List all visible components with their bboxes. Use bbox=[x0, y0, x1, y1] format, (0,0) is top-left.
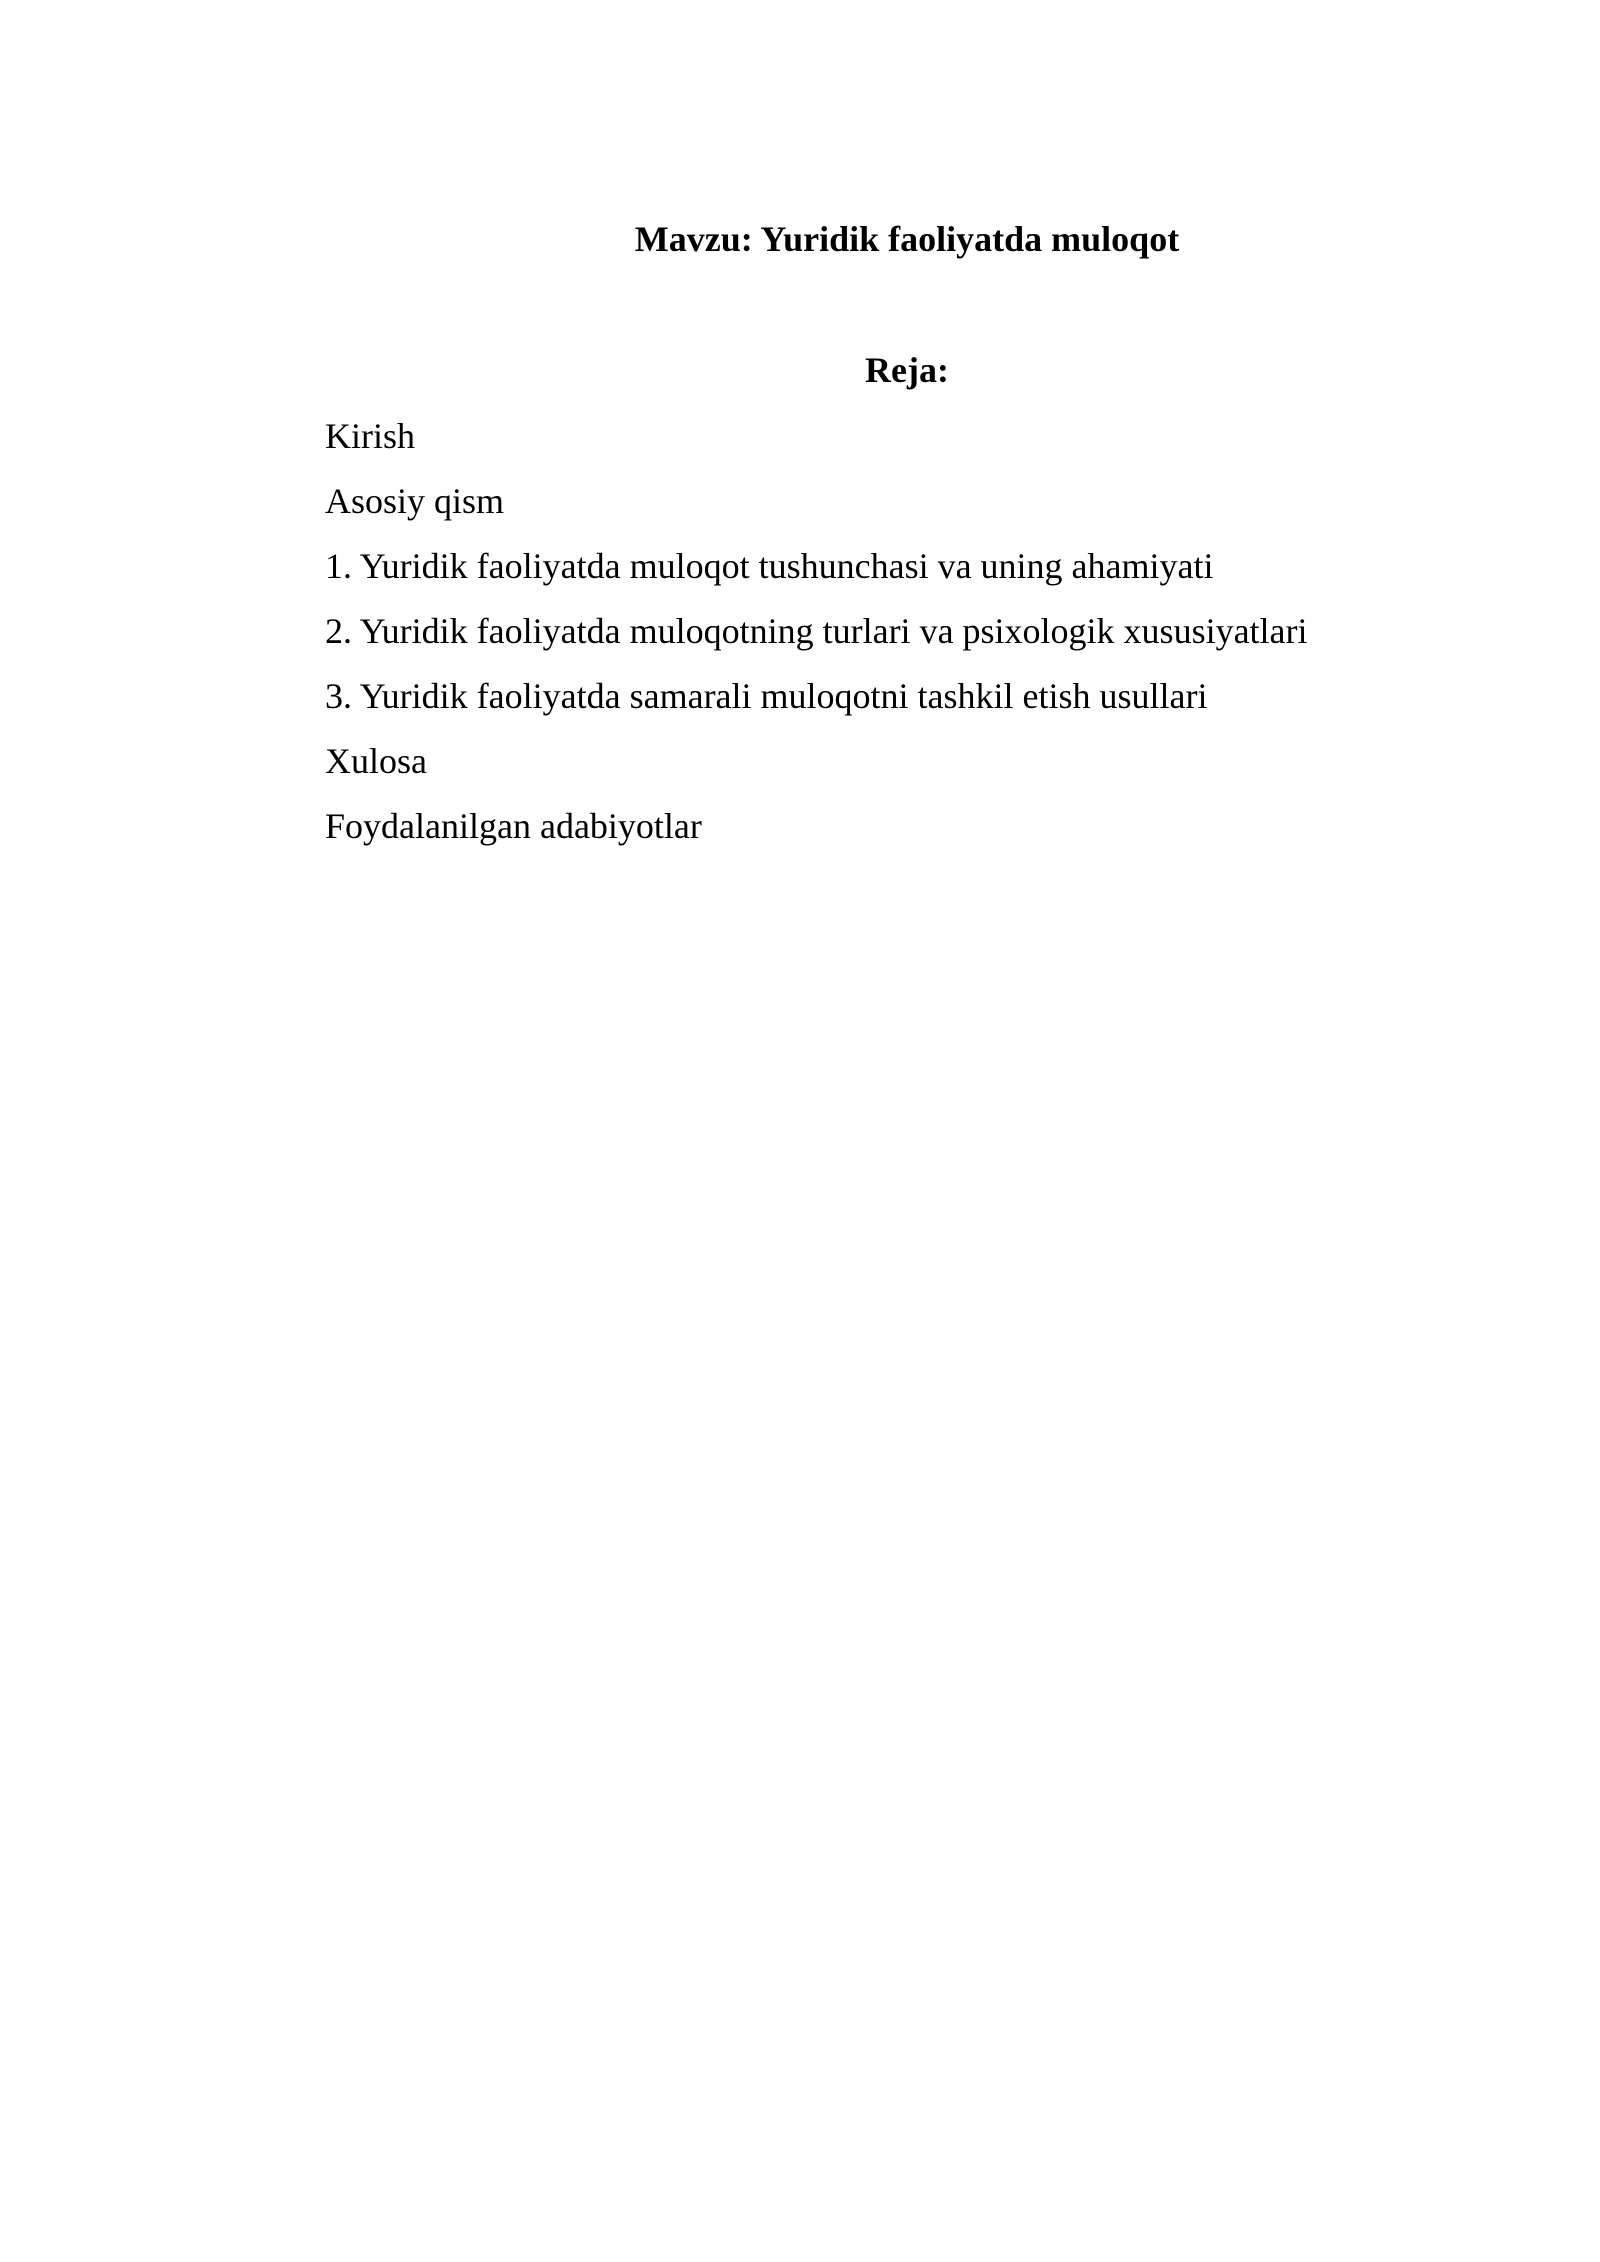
plan-item-references: Foydalanilgan adabiyotlar bbox=[325, 806, 702, 846]
plan-item-conclusion: Xulosa bbox=[325, 741, 427, 781]
plan-heading: Reja: bbox=[865, 350, 949, 390]
plan-item-section-1: 1. Yuridik faoliyatda muloqot tushunchasi va uning ahamiyati bbox=[325, 546, 1214, 586]
plan-item-main-part: Asosiy qism bbox=[325, 481, 505, 521]
plan-item-introduction: Kirish bbox=[325, 416, 415, 456]
plan-item-section-3: 3. Yuridik faoliyatda samarali muloqotni tashkil etish usullari bbox=[325, 676, 1208, 716]
plan-list bbox=[325, 413, 1505, 868]
document-title: Mavzu: Yuridik faoliyatda muloqot bbox=[634, 219, 1180, 259]
plan-item-section-2: 2. Yuridik faoliyatda muloqotning turlari va psixologik xususiyatlari bbox=[325, 611, 1308, 651]
